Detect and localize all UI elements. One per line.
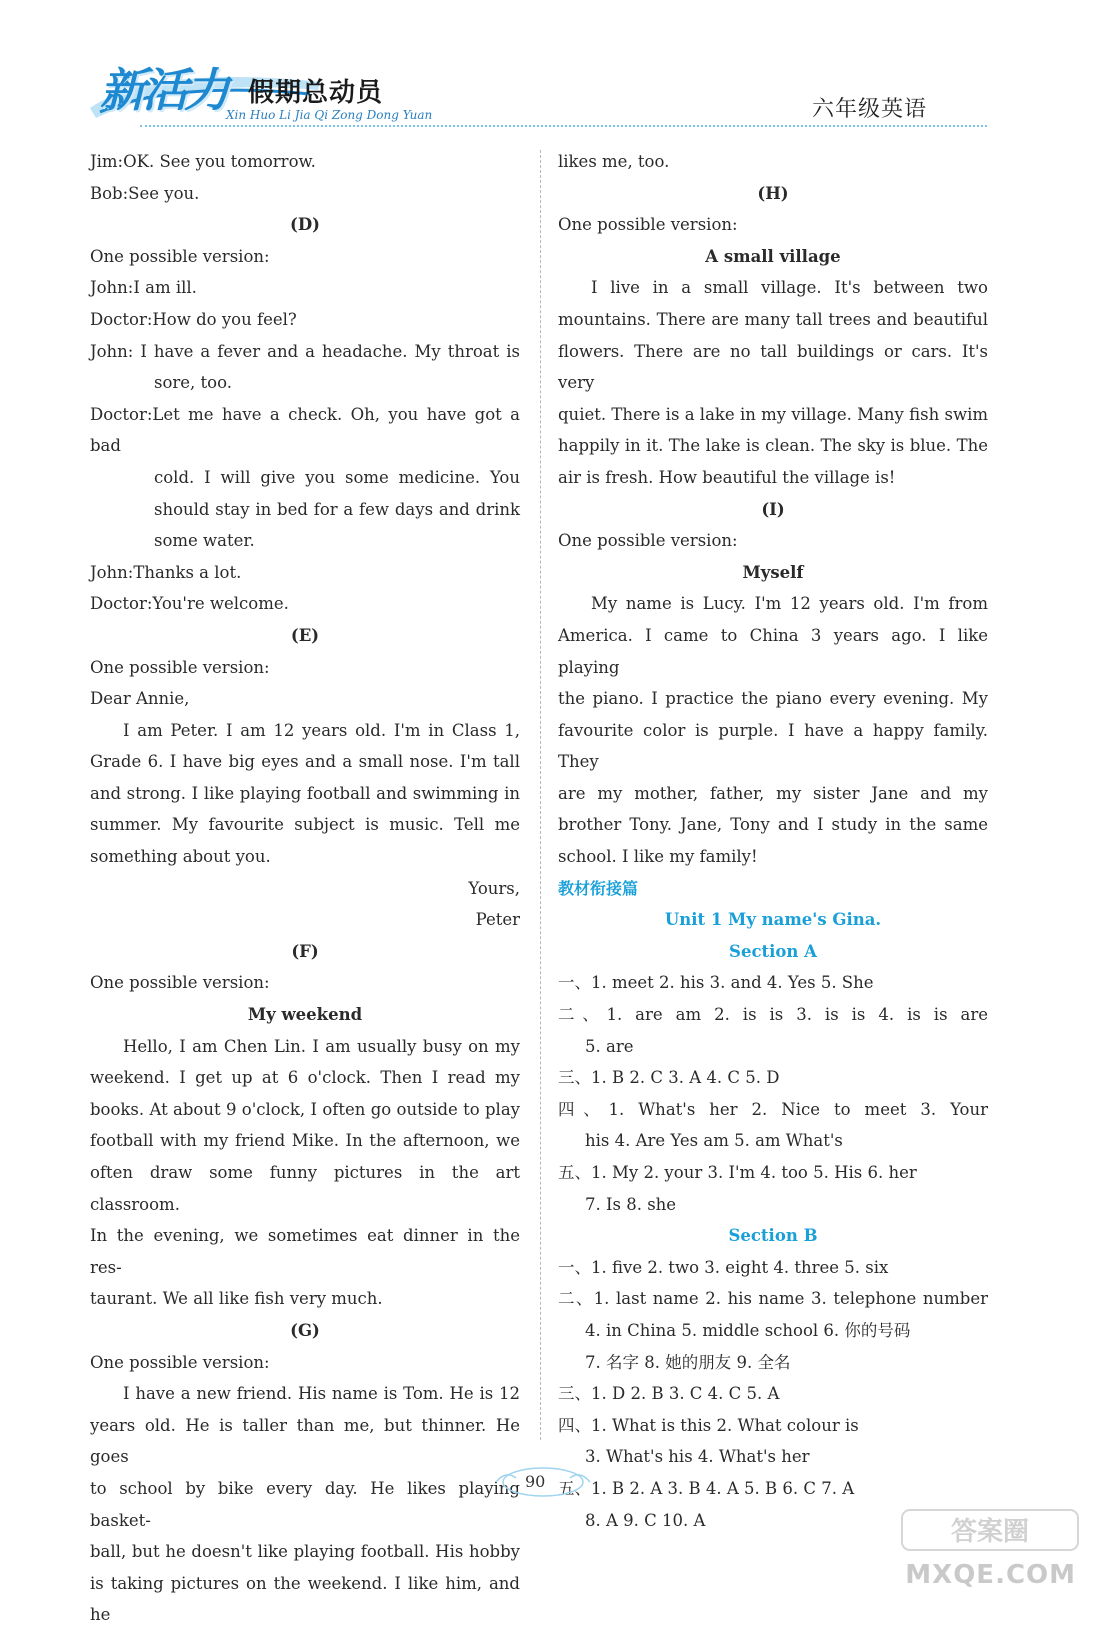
left-text-line: books. At about 9 o'clock, I often go outside to play <box>90 1099 520 1119</box>
left-text-line: weekend. I get up at 6 o'clock. Then I read my <box>90 1068 520 1088</box>
right-text-line: My name is Lucy. I'm 12 years old. I'm from <box>591 594 988 614</box>
right-text-line: Myself <box>742 562 804 582</box>
left-text-line: Hello, I am Chen Lin. I am usually busy on my <box>123 1036 520 1056</box>
right-text-line: the piano. I practice the piano every evening. My <box>558 689 988 709</box>
svg-text:答案圈: 答案圈 <box>950 1517 1030 1547</box>
right-text-line: 五、1. My 2. your 3. I'm 4. too 5. His 6. her <box>558 1163 917 1182</box>
left-text-line: cold. I will give you some medicine. You <box>154 467 520 487</box>
right-text-line: favourite color is purple. I have a happy family. They <box>558 720 988 772</box>
right-text-line: 三、1. D 2. B 3. C 4. C 5. A <box>558 1384 780 1404</box>
left-text-line: Bob:See you. <box>90 183 200 203</box>
left-text-line: John:Thanks a lot. <box>90 562 242 582</box>
left-text-line: taurant. We all like fish very much. <box>90 1289 383 1309</box>
page-header <box>90 50 990 130</box>
left-text-line: often draw some funny pictures in the art classroom. <box>90 1163 520 1214</box>
right-text-line: brother Tony. Jane, Tony and I study in the same <box>558 815 988 835</box>
left-text-line: Dear Annie, <box>90 689 190 709</box>
left-text-line: I have a new friend. His name is Tom. He is 12 <box>123 1384 520 1404</box>
right-text-line: his 4. Are Yes am 5. am What's <box>585 1131 843 1151</box>
left-text-line: My weekend <box>247 1005 363 1025</box>
left-text-line: (G) <box>290 1320 320 1340</box>
left-text-line: (D) <box>290 215 320 235</box>
right-text-line: flowers. There are no tall buildings or cars. It's very <box>558 341 988 393</box>
right-text-line: 五、1. B 2. A 3. B 4. A 5. B 6. C 7. A <box>558 1478 855 1498</box>
left-text-line: John:I am ill. <box>90 278 197 298</box>
right-text-line: 四、1. What is this 2. What colour is <box>558 1415 859 1435</box>
right-text-line: 8. A 9. C 10. A <box>585 1510 706 1530</box>
right-text-line: I live in a small village. It's between two <box>591 278 988 298</box>
left-text-line: One possible version: <box>90 657 270 677</box>
right-text-line: 5. are <box>585 1036 634 1056</box>
right-text-line: 一、1. five 2. two 3. eight 4. three 5. six <box>558 1257 889 1277</box>
left-text-line: Peter <box>475 910 520 930</box>
right-text-line: likes me, too. <box>558 152 670 171</box>
right-text-line: 二、1. are am 2. is is 3. is is 4. is is are <box>558 1005 988 1025</box>
right-text-line: 教材衔接篇 <box>558 878 639 898</box>
right-text-line: America. I came to China 3 years ago. I like playing <box>558 625 988 677</box>
left-text-line: ball, but he doesn't like playing football. His hobby <box>90 1542 520 1562</box>
left-text-line: sore, too. <box>154 373 232 393</box>
right-text-line: 4. in China 5. middle school 6. 你的号码 <box>585 1320 911 1340</box>
left-text-line: is taking pictures on the weekend. I like him, and he <box>90 1573 520 1625</box>
left-text-line: (E) <box>290 625 320 645</box>
right-text-line: One possible version: <box>558 531 738 551</box>
right-text-line: (H) <box>757 183 789 203</box>
right-text-line: quiet. There is a lake in my village. Many fish swim <box>558 404 988 424</box>
left-text-line: (F) <box>291 941 319 961</box>
left-text-line: and strong. I like playing football and swimming in <box>90 783 520 803</box>
left-text-line: some water. <box>154 531 255 551</box>
right-text-line: Section A <box>729 941 817 961</box>
left-text-line: I am Peter. I am 12 years old. I'm in Class 1, <box>123 720 520 740</box>
left-text-line: Doctor:Let me have a check. Oh, you have got a bad <box>90 404 520 456</box>
right-text-line: Section B <box>728 1226 818 1246</box>
left-text-line: Grade 6. I have big eyes and a small nose. I'm tall <box>90 752 520 772</box>
right-text-line: Unit 1 My name's Gina. <box>664 910 882 930</box>
right-text-line: 3. What's his 4. What's her <box>585 1447 810 1467</box>
right-text-line: mountains. There are many tall trees and beautiful <box>558 309 988 329</box>
right-text-line: air is fresh. How beautiful the village is! <box>558 467 896 487</box>
page-number: 90 <box>525 1472 546 1491</box>
right-text-line: 一、1. meet 2. his 3. and 4. Yes 5. She <box>558 973 874 993</box>
right-text-line: happily in it. The lake is clean. The sky is blue. The <box>558 436 988 456</box>
right-text-line: 三、1. B 2. C 3. A 4. C 5. D <box>558 1068 780 1088</box>
left-text-line: One possible version: <box>90 973 270 993</box>
right-text-line: 二、1. last name 2. his name 3. telephone number <box>558 1289 988 1309</box>
left-text-line: summer. My favourite subject is music. Tell me <box>90 815 520 835</box>
left-text-line: football with my friend Mike. In the afternoon, we <box>90 1131 520 1151</box>
right-text-line: (I) <box>761 499 785 519</box>
right-text-line: 7. Is 8. she <box>585 1194 677 1214</box>
right-column <box>558 146 988 1536</box>
logo-subtitle: 假期总动员 <box>248 78 384 108</box>
header-dotted-rule <box>140 125 987 127</box>
left-text-line: Doctor:You're welcome. <box>90 594 289 614</box>
logo-pinyin: Xin Huo Li Jia Qi Zong Dong Yuan <box>226 108 433 122</box>
left-text-line: John: I have a fever and a headache. My throat is <box>90 341 520 361</box>
left-text-line: to school by bike every day. He likes playing basket- <box>90 1478 520 1530</box>
left-text-line: In the evening, we sometimes eat dinner in the res- <box>90 1226 520 1277</box>
right-text-line: 7. 名字 8. 她的朋友 9. 全名 <box>585 1352 791 1372</box>
right-text-line: One possible version: <box>558 215 738 235</box>
left-text-line: Jim:OK. See you tomorrow. <box>90 152 316 171</box>
right-text-line: are my mother, father, my sister Jane and my <box>558 783 988 803</box>
left-text-line: should stay in bed for a few days and drink <box>154 499 520 519</box>
right-text-line: 四、1. What's her 2. Nice to meet 3. Your <box>558 1099 988 1119</box>
left-text-line: something about you. <box>90 847 271 867</box>
logo-title: 新活力 <box>100 63 226 117</box>
left-text-line: years old. He is taller than me, but thinner. He goes <box>90 1415 520 1467</box>
left-text-line: One possible version: <box>90 246 270 266</box>
column-divider <box>540 150 541 1440</box>
left-column <box>90 146 520 1631</box>
left-text-line: Doctor:How do you feel? <box>90 309 297 329</box>
watermark-text: MXQE.COM <box>905 1560 1076 1590</box>
right-text-line: school. I like my family! <box>558 847 758 867</box>
grade-label: 六年级英语 <box>811 97 927 122</box>
left-text-line: One possible version: <box>90 1352 270 1372</box>
left-text-line: Yours, <box>468 878 520 898</box>
right-text-line: A small village <box>705 246 841 266</box>
